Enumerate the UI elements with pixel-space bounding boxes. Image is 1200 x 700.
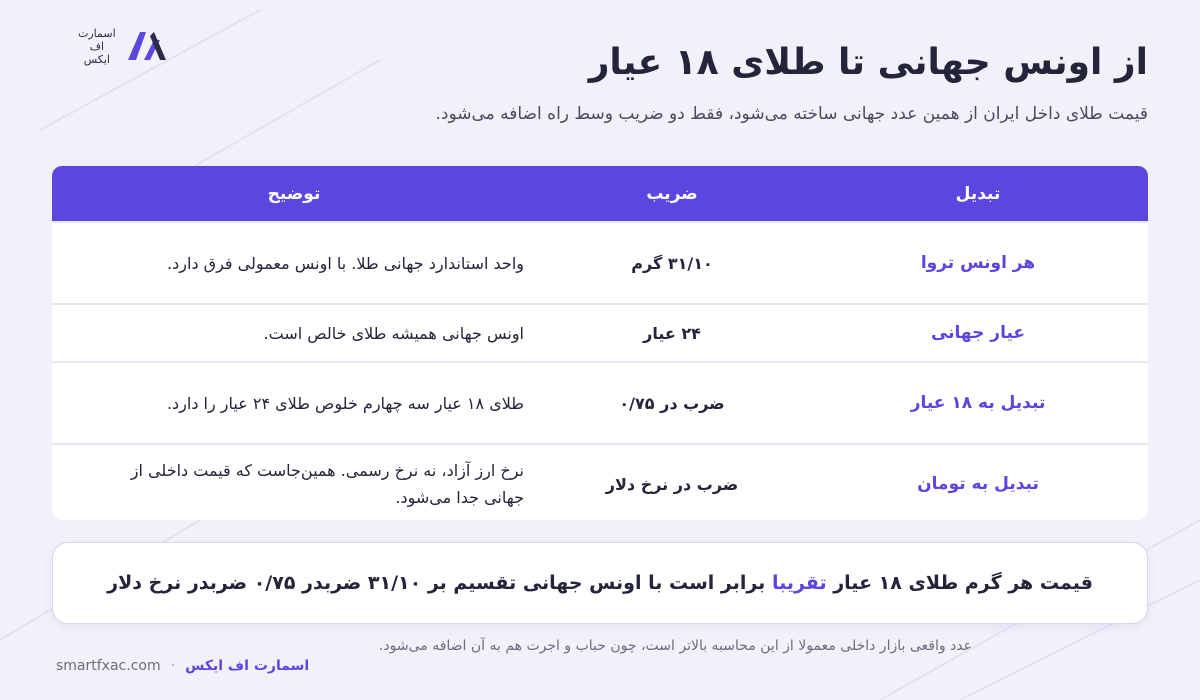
table-row xyxy=(52,361,1148,443)
cell-conversion: عیار جهانی xyxy=(930,323,1026,343)
cell-factor: ۲۴ عیار xyxy=(643,323,701,343)
brand-name: اسمارت اف ایکس xyxy=(185,658,310,674)
cell-description: اونس جهانی همیشه طلای خالص است. xyxy=(263,323,524,343)
page-subtitle: قیمت طلای داخل ایران از همین عدد جهانی ساخته می‌شود، فقط دو ضریب وسط راه اضافه می‌شود. xyxy=(435,104,1148,124)
summary-text-after: برابر است با اونس جهانی تقسیم بر ۳۱/۱۰ ضربدر ۰/۷۵ ضربدر نرخ دلار xyxy=(107,572,766,594)
summary-text-before: قیمت هر گرم طلای ۱۸ عیار xyxy=(833,572,1093,594)
cell-description: طلای ۱۸ عیار سه چهارم خلوص طلای ۲۴ عیار را دارد. xyxy=(166,393,524,413)
cell-factor: ضرب در نرخ دلار xyxy=(605,474,739,494)
table-row xyxy=(52,303,1148,361)
logo-line-1: اسمارت xyxy=(78,26,116,40)
summary-highlight: تقریبا xyxy=(771,572,827,594)
logo-line-2: اف xyxy=(89,39,105,53)
table-row xyxy=(52,221,1148,303)
cell-conversion: تبدیل به تومان xyxy=(917,474,1039,494)
logo-text xyxy=(78,27,116,66)
conversion-table xyxy=(52,166,1148,520)
page-title: از اونس جهانی تا طلای ۱۸ عیار xyxy=(588,42,1148,83)
cell-conversion: هر اونس تروا xyxy=(920,253,1036,273)
cell-factor: ۳۱/۱۰ گرم xyxy=(631,253,713,273)
smartfx-logo-icon xyxy=(124,26,170,66)
header-factor: ضریب xyxy=(646,183,698,204)
header-description: توضیح xyxy=(267,183,321,204)
table-header xyxy=(52,166,1148,221)
cell-description: نرخ ارز آزاد، نه نرخ رسمی. همین‌جاست که قیمت داخلی از جهانی جدا می‌شود. xyxy=(130,461,524,507)
logo xyxy=(78,26,170,66)
cell-conversion: تبدیل به ۱۸ عیار xyxy=(910,393,1046,413)
footnote: عدد واقعی بازار داخلی معمولا از این محاسبه بالاتر است، چون حباب و اجرت هم به آن اضافه می‌شود. xyxy=(378,638,972,654)
brand-separator: · xyxy=(170,658,176,674)
brand-site: smartfxac.com xyxy=(56,658,161,674)
cell-factor: ضرب در ۰/۷۵ xyxy=(619,393,725,413)
header-conversion: تبدیل xyxy=(955,183,1001,204)
logo-line-3: ایکس xyxy=(83,52,110,66)
cell-description: واحد استاندارد جهانی طلا. با اونس معمولی فرق دارد. xyxy=(167,253,524,273)
brand-footer xyxy=(56,658,309,674)
table-row xyxy=(52,443,1148,520)
summary-formula-box xyxy=(52,542,1148,624)
